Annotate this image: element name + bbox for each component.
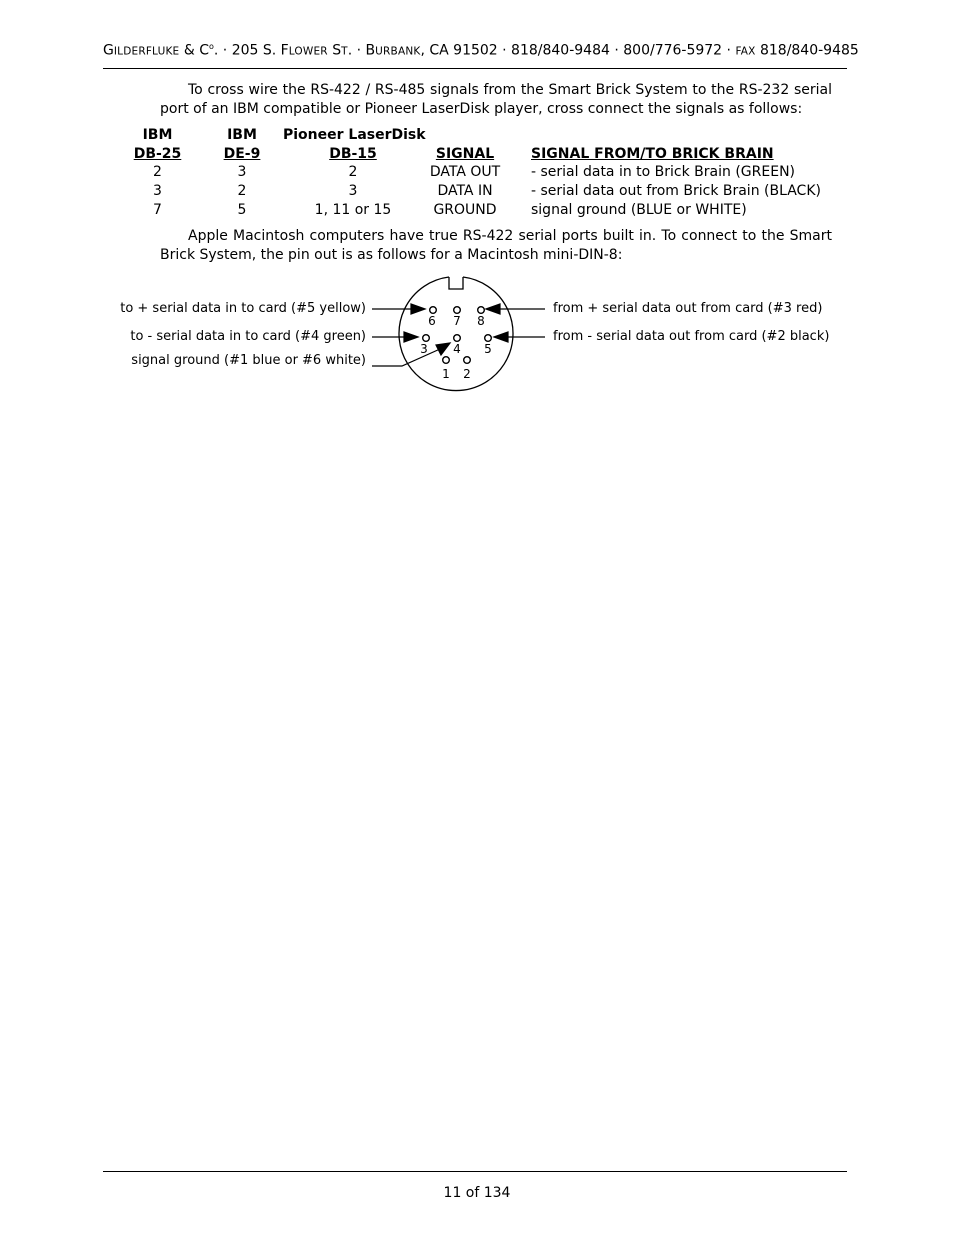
table-cell: 1, 11 or 15 (314, 202, 392, 218)
intro-paragraph-text: To cross wire the RS-422 / RS-485 signals from the Smart Brick System to the RS-232 serial port of an IBM compatible or Pioneer LaserDisk player, cross connect the signals as follows: (160, 82, 832, 117)
mini-din-8-diagram (0, 0, 954, 420)
pin-hole-2 (464, 357, 471, 364)
table-cell: 2 (153, 164, 162, 180)
page-number: 11 of 134 (443, 1185, 511, 1201)
table-header-db15: DB-15 (329, 146, 377, 162)
header-city-rest: , CA 91502 · 818/840-9484 · 800/776-5972 · (420, 42, 736, 59)
connector-outline (399, 277, 513, 391)
pin-hole-5 (485, 335, 492, 342)
pin-number-3: 3 (420, 342, 428, 356)
table-header-ibm-2: IBM (227, 127, 257, 143)
pin-hole-7 (454, 307, 461, 314)
table-cell: 2 (348, 164, 358, 180)
label-plus-data-out: from + serial data out from card (#3 red) (553, 301, 823, 316)
header-street-t: T (341, 45, 348, 58)
label-minus-data-out: from - serial data out from card (#2 black) (553, 329, 830, 344)
table-header-signal-from-to: SIGNAL FROM/TO BRICK BRAIN (531, 146, 774, 162)
connector-key (449, 277, 463, 289)
header-company-initial: G (103, 42, 114, 59)
header-city-pre: . · B (347, 42, 376, 59)
arrow-head-plus-out (486, 304, 500, 314)
table-cell: GROUND (433, 202, 497, 218)
pin-number-8: 8 (477, 314, 485, 328)
header-street-sc: LOWER (288, 45, 328, 58)
leader-line-ground (372, 349, 440, 366)
table-cell: 3 (237, 164, 247, 180)
arrow-head-minus-out (494, 332, 508, 342)
pin-numbers (420, 314, 492, 381)
arrow-head-plus-in (411, 304, 425, 314)
table-header-db25: DB-25 (133, 146, 182, 162)
table-header-ibm-1: IBM (142, 127, 173, 143)
header-street-pre: . · 205 S. F (213, 42, 289, 59)
mac-paragraph-text: Apple Macintosh computers have true RS-422 serial ports built in. To connect to the Smart Brick System, the pin out is as follows for a Macintosh mini-DIN-8: (160, 228, 832, 263)
table-cell: 3 (348, 183, 358, 199)
table-cell: 3 (153, 183, 162, 199)
table-header-signal: SIGNAL (435, 146, 495, 162)
connector-body (399, 277, 513, 391)
pin-hole-6 (430, 307, 437, 314)
header-city-sc: URBANK (375, 45, 421, 58)
header-fax-label: FAX (735, 45, 756, 58)
pin-number-6: 6 (428, 314, 436, 328)
arrow-head-ground (436, 343, 450, 355)
pin-hole-3 (423, 335, 430, 342)
pin-number-2: 2 (463, 367, 471, 381)
header-company-rest: ILDERFLUKE (113, 45, 180, 58)
pin-number-1: 1 (442, 367, 450, 381)
table-cell: 2 (237, 183, 247, 199)
table-cell: DATA IN (437, 183, 493, 199)
pin-number-5: 5 (484, 342, 492, 356)
table-cell: 5 (237, 202, 247, 218)
header-company-sup: o (209, 42, 214, 51)
pin-hole-1 (443, 357, 450, 364)
footer-rule (103, 1171, 847, 1172)
label-signal-ground: signal ground (#1 blue or #6 white) (131, 353, 366, 368)
table-cell: - serial data in to Brick Brain (GREEN) (531, 164, 795, 180)
header-company-amp: & C (179, 42, 209, 59)
table-cell: signal ground (BLUE or WHITE) (531, 202, 747, 218)
table-cell: DATA OUT (429, 164, 501, 180)
label-plus-data-in: to + serial data in to card (#5 yellow) (120, 301, 366, 316)
pin-hole-8 (478, 307, 485, 314)
table-header-de9: DE-9 (223, 146, 261, 162)
table-cell: 7 (153, 202, 162, 218)
table-cell: - serial data out from Brick Brain (BLACK) (531, 183, 821, 199)
table-header-pioneer: Pioneer LaserDisk (283, 127, 426, 143)
header-fax-number: 818/840-9485 (755, 42, 859, 59)
pin-hole-4 (454, 335, 461, 342)
pin-number-7: 7 (453, 314, 461, 328)
header-street-st: S (327, 42, 342, 59)
pin-number-4: 4 (453, 342, 461, 356)
arrow-head-minus-in (404, 332, 418, 342)
label-minus-data-in: to - serial data in to card (#4 green) (130, 329, 366, 344)
